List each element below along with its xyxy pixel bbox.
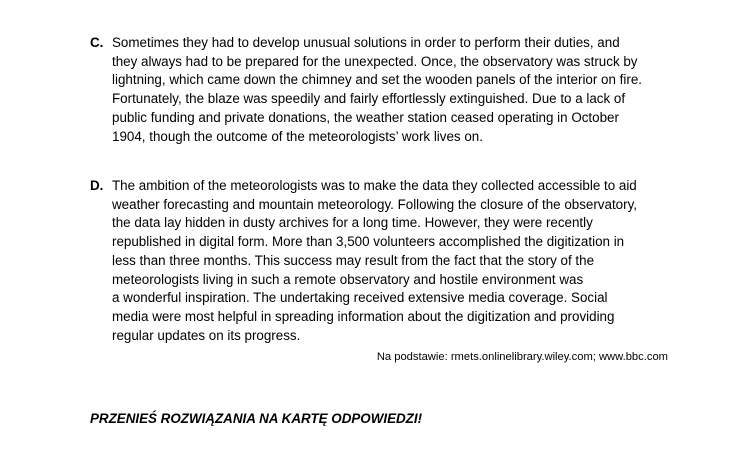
- answer-sheet-instruction: PRZENIEŚ ROZWIĄZANIA NA KARTĘ ODPOWIEDZI!: [90, 411, 423, 426]
- paragraph-c-line: 1904, though the outcome of the meteorologists’ work lives on.: [112, 128, 483, 144]
- paragraph-c: [90, 34, 690, 146]
- paragraph-c-line: Sometimes they had to develop unusual solutions in order to perform their duties, and: [112, 35, 620, 50]
- paragraph-d-line: a wonderful inspiration. The undertaking received extensive media coverage. Social: [112, 290, 608, 306]
- paragraph-d-line: regular updates on its progress.: [112, 327, 301, 343]
- paragraph-d-line: media were most helpful in spreading information about the digitization and providing: [112, 308, 615, 324]
- source-citation: Na podstawie: rmets.onlinelibrary.wiley.com; www.bbc.com: [376, 351, 668, 363]
- paragraph-d-line: less than three months. This success may result from the fact that the story of the: [112, 252, 595, 268]
- paragraph-d-line: meteorologists living in such a remote observatory and hostile environment was: [112, 271, 584, 287]
- paragraph-c-line: public funding and private donations, the weather station ceased operating in October: [112, 109, 619, 125]
- paragraph-c-line: lightning, which came down the chimney and set the wooden panels of the interior on fire.: [112, 72, 642, 88]
- paragraph-d-line: republished in digital form. More than 3,500 volunteers accomplished the digitization in: [112, 234, 625, 250]
- paragraph-c-letter: C.: [90, 35, 104, 50]
- paragraph-d-line: The ambition of the meteorologists was to make the data they collected accessible to aid: [112, 178, 637, 193]
- paragraph-c-line: Fortunately, the blaze was speedily and fairly effortlessly extinguished. Due to a lack of: [112, 91, 626, 107]
- paragraph-d: [90, 177, 690, 345]
- paragraph-d-line: weather forecasting and mountain meteorology. Following the closure of the observatory,: [112, 196, 637, 212]
- paragraph-c-line: they always had to be prepared for the unexpected. Once, the observatory was struck by: [112, 53, 638, 69]
- paragraph-d-letter: D.: [90, 178, 104, 193]
- paragraph-d-line: the data lay hidden in dusty archives for a long time. However, they were recently: [112, 215, 593, 231]
